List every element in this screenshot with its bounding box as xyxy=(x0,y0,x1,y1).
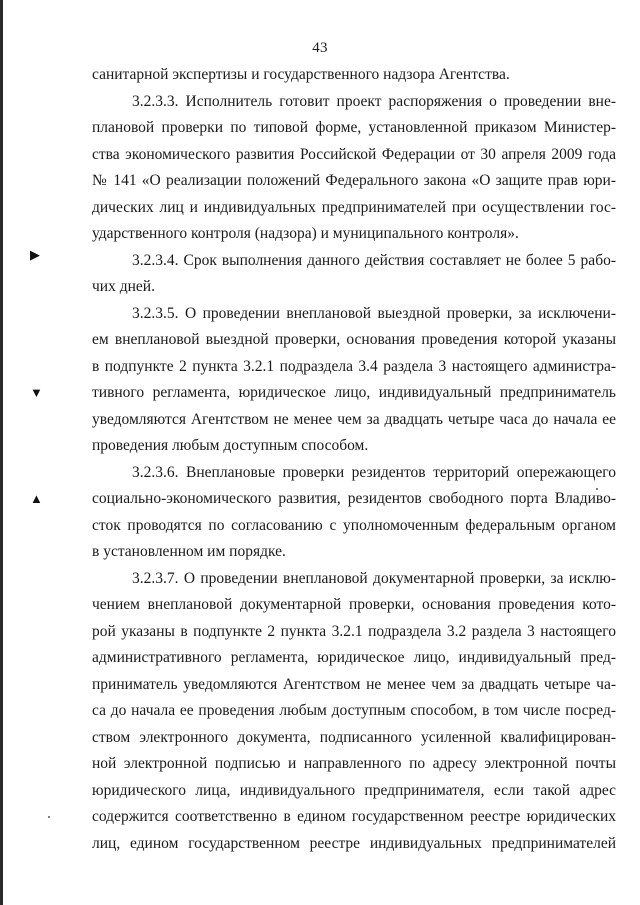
text-line: тивного регламента, юридическое лицо, индивидуальный предприниматель xyxy=(92,384,616,401)
margin-mark-arrow: ▶ xyxy=(30,247,40,262)
text-line: социально-экономического развития, резидентов свободного порта Владиво- xyxy=(92,490,616,507)
text-line: ством электронного документа, подписанного усиленной квалифицирован- xyxy=(92,728,616,746)
text-line: плановой проверки по типовой форме, установленной приказом Министер- xyxy=(92,119,616,136)
text-line: юридического лица, индивидуального предпринимателя, если такой адрес xyxy=(92,781,616,799)
text-line: 3.2.3.4. Срок выполнения данного действия составляет не более 5 рабо- xyxy=(132,251,616,269)
text-line: санитарной экспертизы и государственного надзора Агентства. xyxy=(92,66,510,83)
text-line: 3.2.3.6. Внеплановые проверки резидентов территорий опережающего xyxy=(132,463,616,481)
text-line: са до начала ее проведения любым доступным способом, в том числе посред- xyxy=(92,702,616,719)
document-body xyxy=(92,62,616,857)
text-line: в установленном им порядке. xyxy=(92,543,286,560)
text-line: проведения любым доступным способом. xyxy=(92,437,369,454)
text-line: 3.2.3.7. О проведении внеплановой документарной проверки, за исклю- xyxy=(132,569,616,587)
text-line: ной электронной подписью и направленного по адресу электронной почты xyxy=(92,755,616,772)
text-line: уведомляются Агентством не менее чем за двадцать четыре часа до начала ее xyxy=(92,410,616,428)
text-line: лиц, едином государственном реестре индивидуальных предпринимателей xyxy=(92,834,616,852)
text-line: дических лиц и индивидуальных предпринимателей при осуществлении гос- xyxy=(92,198,616,216)
text-line: 3.2.3.5. О проведении внеплановой выездной проверки, за исключени- xyxy=(132,304,616,322)
margin-mark-arrow: ▼ xyxy=(30,385,43,400)
text-line: ства экономического развития Российской Федерации от 30 апреля 2009 года xyxy=(92,145,616,163)
scan-left-edge xyxy=(0,0,3,905)
margin-mark-arrow: ▲ xyxy=(30,491,43,506)
scan-speck xyxy=(596,488,598,490)
text-line: сток проводятся по согласованию с уполномоченным федеральным органом xyxy=(92,516,616,534)
text-line: ударственного контроля (надзора) и муниципального контроля». xyxy=(92,225,519,242)
page-number: 43 xyxy=(312,40,328,56)
text-line: чих дней. xyxy=(92,278,155,295)
text-line: в подпункте 2 пункта 3.2.1 подраздела 3.4 раздела 3 настоящего администра- xyxy=(92,357,616,375)
text-line: чением внеплановой документарной проверки, основания проведения кото- xyxy=(92,596,616,613)
text-line: содержится соответственно в едином государственном реестре юридических xyxy=(92,808,616,825)
text-line: административного регламента, юридическое лицо, индивидуальный пред- xyxy=(92,649,616,666)
text-line: приниматель уведомляются Агентством не менее чем за двадцать четыре ча- xyxy=(92,675,616,693)
text-line: ем внеплановой выездной проверки, основания проведения которой указаны xyxy=(92,331,616,348)
scan-speck xyxy=(48,816,50,818)
text-line: 3.2.3.3. Исполнитель готовит проект распоряжения о проведении вне- xyxy=(132,92,616,110)
text-line: № 141 «О реализации положений Федерального закона «О защите прав юри- xyxy=(92,172,616,189)
text-line: рой указаны в подпункте 2 пункта 3.2.1 подраздела 3.2 раздела 3 настоящего xyxy=(92,622,616,640)
